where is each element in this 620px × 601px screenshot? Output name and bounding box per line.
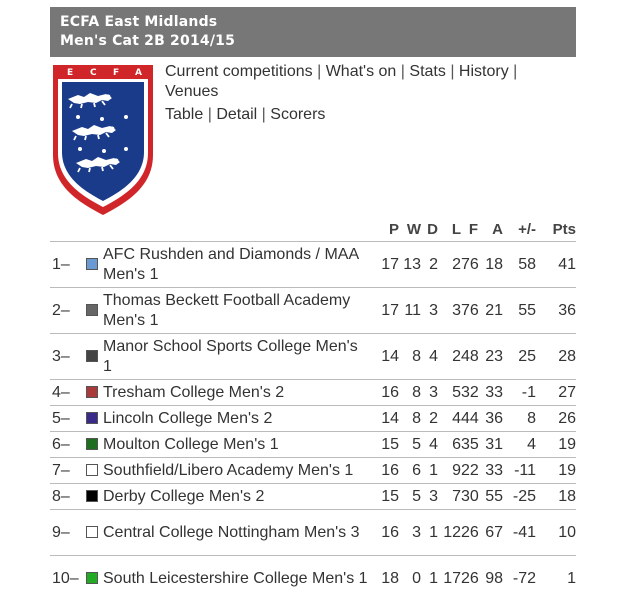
cell-won: 11 (399, 288, 421, 334)
team-color-cell (86, 288, 103, 334)
movement-dash: – (61, 488, 70, 505)
table-row[interactable] (50, 432, 576, 458)
header-for: F (461, 217, 478, 242)
team-color-cell (86, 510, 103, 556)
cell-played: 16 (375, 510, 399, 556)
nav-separator: | (401, 63, 410, 80)
cell-drawn: 2 (421, 406, 438, 432)
nav-whats-on[interactable]: What's on (326, 63, 397, 80)
cell-played: 14 (375, 334, 399, 380)
ecfa-crest-logo (50, 63, 156, 217)
table-row[interactable] (50, 288, 576, 334)
cell-won: 3 (399, 510, 421, 556)
header-played: P (375, 217, 399, 242)
table-row[interactable] (50, 334, 576, 380)
cell-points: 19 (536, 458, 576, 484)
team-name[interactable]: Thomas Beckett Football Academy Men's 1 (103, 288, 375, 334)
movement-dash: – (61, 384, 70, 401)
header-points: Pts (536, 217, 576, 242)
team-color-swatch (86, 412, 98, 424)
cell-won: 5 (399, 484, 421, 510)
cell-played: 17 (375, 242, 399, 288)
cell-points: 19 (536, 432, 576, 458)
cell-goal-difference: 58 (503, 242, 536, 288)
header-drawn: D (421, 217, 438, 242)
movement-dash: – (61, 410, 70, 427)
cell-drawn: 1 (421, 458, 438, 484)
header-competition: ECFA East Midlands (60, 13, 566, 32)
cell-won: 6 (399, 458, 421, 484)
team-name[interactable]: Manor School Sports College Men's 1 (103, 334, 375, 380)
cell-won: 0 (399, 556, 421, 601)
movement-dash: – (61, 256, 70, 273)
cell-points: 18 (536, 484, 576, 510)
cell-drawn: 3 (421, 484, 438, 510)
cell-goal-difference: 55 (503, 288, 536, 334)
position-number: 1 (52, 256, 61, 273)
cell-points: 1 (536, 556, 576, 601)
nav-detail[interactable]: Detail (216, 106, 257, 123)
table-row[interactable] (50, 242, 576, 288)
team-name[interactable]: AFC Rushden and Diamonds / MAA Men's 1 (103, 242, 375, 288)
team-color-swatch (86, 386, 98, 398)
cell-points: 26 (536, 406, 576, 432)
nav-table[interactable]: Table (165, 106, 203, 123)
movement-dash: – (61, 436, 70, 453)
cell-drawn: 3 (421, 380, 438, 406)
cell-for: 32 (461, 380, 478, 406)
table-row[interactable] (50, 556, 576, 601)
nav-separator: | (208, 106, 217, 123)
cell-points: 28 (536, 334, 576, 380)
cell-lost: 2 (438, 334, 461, 380)
position-number: 8 (52, 488, 61, 505)
team-name[interactable]: Moulton College Men's 1 (103, 432, 375, 458)
cell-played: 15 (375, 432, 399, 458)
movement-dash: – (61, 524, 70, 541)
position-cell (50, 458, 86, 484)
movement-dash: – (61, 348, 70, 365)
cell-drawn: 4 (421, 432, 438, 458)
cell-against: 21 (478, 288, 503, 334)
team-color-swatch (86, 350, 98, 362)
crest-letter-f: F (113, 68, 119, 78)
cell-drawn: 1 (421, 510, 438, 556)
position-cell (50, 288, 86, 334)
position-number: 2 (52, 302, 61, 319)
nav-history[interactable]: History (459, 63, 509, 80)
header-goal-difference: +/- (503, 217, 536, 242)
cell-against: 23 (478, 334, 503, 380)
team-color-swatch (86, 526, 98, 538)
team-color-cell (86, 556, 103, 601)
header-won: W (399, 217, 421, 242)
position-number: 4 (52, 384, 61, 401)
cell-played: 17 (375, 288, 399, 334)
crest-letter-e: E (67, 68, 73, 78)
team-name[interactable]: South Leicestershire College Men's 1 (103, 556, 375, 601)
header-lost: L (438, 217, 461, 242)
cell-goal-difference: 8 (503, 406, 536, 432)
cell-drawn: 1 (421, 556, 438, 601)
page-header (50, 7, 576, 57)
table-row[interactable] (50, 380, 576, 406)
movement-dash: – (61, 302, 70, 319)
cell-for: 30 (461, 484, 478, 510)
cell-goal-difference: -41 (503, 510, 536, 556)
nav-separator: | (450, 63, 459, 80)
cell-for: 48 (461, 334, 478, 380)
cell-for: 26 (461, 510, 478, 556)
cell-won: 13 (399, 242, 421, 288)
cell-for: 26 (461, 556, 478, 601)
cell-played: 14 (375, 406, 399, 432)
cell-lost: 12 (438, 510, 461, 556)
team-color-cell (86, 406, 103, 432)
cell-played: 18 (375, 556, 399, 601)
position-number: 7 (52, 462, 61, 479)
cell-goal-difference: -1 (503, 380, 536, 406)
league-table (50, 217, 576, 601)
cell-lost: 17 (438, 556, 461, 601)
position-cell (50, 432, 86, 458)
position-number: 5 (52, 410, 61, 427)
cell-drawn: 4 (421, 334, 438, 380)
movement-dash: – (61, 462, 70, 479)
position-number: 6 (52, 436, 61, 453)
position-cell (50, 380, 86, 406)
cell-lost: 5 (438, 380, 461, 406)
cell-for: 22 (461, 458, 478, 484)
position-cell (50, 334, 86, 380)
cell-goal-difference: 4 (503, 432, 536, 458)
cell-points: 27 (536, 380, 576, 406)
nav-venues[interactable]: Venues (165, 83, 218, 100)
cell-won: 8 (399, 380, 421, 406)
nav-separator: | (513, 63, 517, 80)
nav-separator: | (317, 63, 326, 80)
nav-scorers[interactable]: Scorers (270, 106, 325, 123)
cell-points: 41 (536, 242, 576, 288)
position-cell (50, 484, 86, 510)
cell-against: 33 (478, 380, 503, 406)
cell-lost: 7 (438, 484, 461, 510)
team-color-cell (86, 334, 103, 380)
team-color-swatch (86, 490, 98, 502)
table-row[interactable] (50, 484, 576, 510)
nav-current-competitions[interactable]: Current competitions (165, 63, 313, 80)
cell-against: 98 (478, 556, 503, 601)
cell-against: 18 (478, 242, 503, 288)
cell-against: 36 (478, 406, 503, 432)
table-header-row (50, 217, 576, 242)
position-number: 10 (52, 570, 70, 587)
crest-letter-c: C (90, 68, 97, 78)
cell-against: 31 (478, 432, 503, 458)
header-division: Men's Cat 2B 2014/15 (60, 32, 566, 51)
cell-played: 16 (375, 380, 399, 406)
cell-for: 44 (461, 406, 478, 432)
team-color-cell (86, 458, 103, 484)
cell-goal-difference: -11 (503, 458, 536, 484)
cell-points: 36 (536, 288, 576, 334)
team-color-swatch (86, 438, 98, 450)
team-color-swatch (86, 304, 98, 316)
cell-lost: 3 (438, 288, 461, 334)
team-name[interactable]: Central College Nottingham Men's 3 (103, 510, 375, 556)
cell-won: 8 (399, 334, 421, 380)
crest-letter-a: A (135, 68, 142, 78)
position-number: 3 (52, 348, 61, 365)
position-cell (50, 406, 86, 432)
cell-lost: 9 (438, 458, 461, 484)
team-color-swatch (86, 572, 98, 584)
cell-goal-difference: -25 (503, 484, 536, 510)
cell-drawn: 2 (421, 242, 438, 288)
team-color-cell (86, 242, 103, 288)
team-name[interactable]: Southfield/Libero Academy Men's 1 (103, 458, 375, 484)
position-cell (50, 556, 86, 601)
table-row[interactable] (50, 510, 576, 556)
cell-played: 16 (375, 458, 399, 484)
cell-won: 8 (399, 406, 421, 432)
team-color-cell (86, 484, 103, 510)
team-color-swatch (86, 464, 98, 476)
header-against: A (478, 217, 503, 242)
table-row[interactable] (50, 458, 576, 484)
nav-separator: | (262, 106, 271, 123)
cell-drawn: 3 (421, 288, 438, 334)
team-name[interactable]: Derby College Men's 2 (103, 484, 375, 510)
team-name[interactable]: Tresham College Men's 2 (103, 380, 375, 406)
cell-against: 55 (478, 484, 503, 510)
position-cell (50, 242, 86, 288)
cell-lost: 6 (438, 432, 461, 458)
team-color-cell (86, 380, 103, 406)
cell-for: 76 (461, 242, 478, 288)
movement-dash: – (70, 570, 79, 587)
cell-for: 35 (461, 432, 478, 458)
position-number: 9 (52, 524, 61, 541)
cell-against: 67 (478, 510, 503, 556)
team-color-swatch (86, 258, 98, 270)
team-color-cell (86, 432, 103, 458)
competition-nav (165, 62, 575, 125)
cell-lost: 4 (438, 406, 461, 432)
cell-for: 76 (461, 288, 478, 334)
cell-won: 5 (399, 432, 421, 458)
cell-goal-difference: -72 (503, 556, 536, 601)
cell-lost: 2 (438, 242, 461, 288)
cell-points: 10 (536, 510, 576, 556)
cell-goal-difference: 25 (503, 334, 536, 380)
nav-stats[interactable]: Stats (409, 63, 445, 80)
cell-against: 33 (478, 458, 503, 484)
table-row[interactable] (50, 406, 576, 432)
position-cell (50, 510, 86, 556)
team-name[interactable]: Lincoln College Men's 2 (103, 406, 375, 432)
cell-played: 15 (375, 484, 399, 510)
